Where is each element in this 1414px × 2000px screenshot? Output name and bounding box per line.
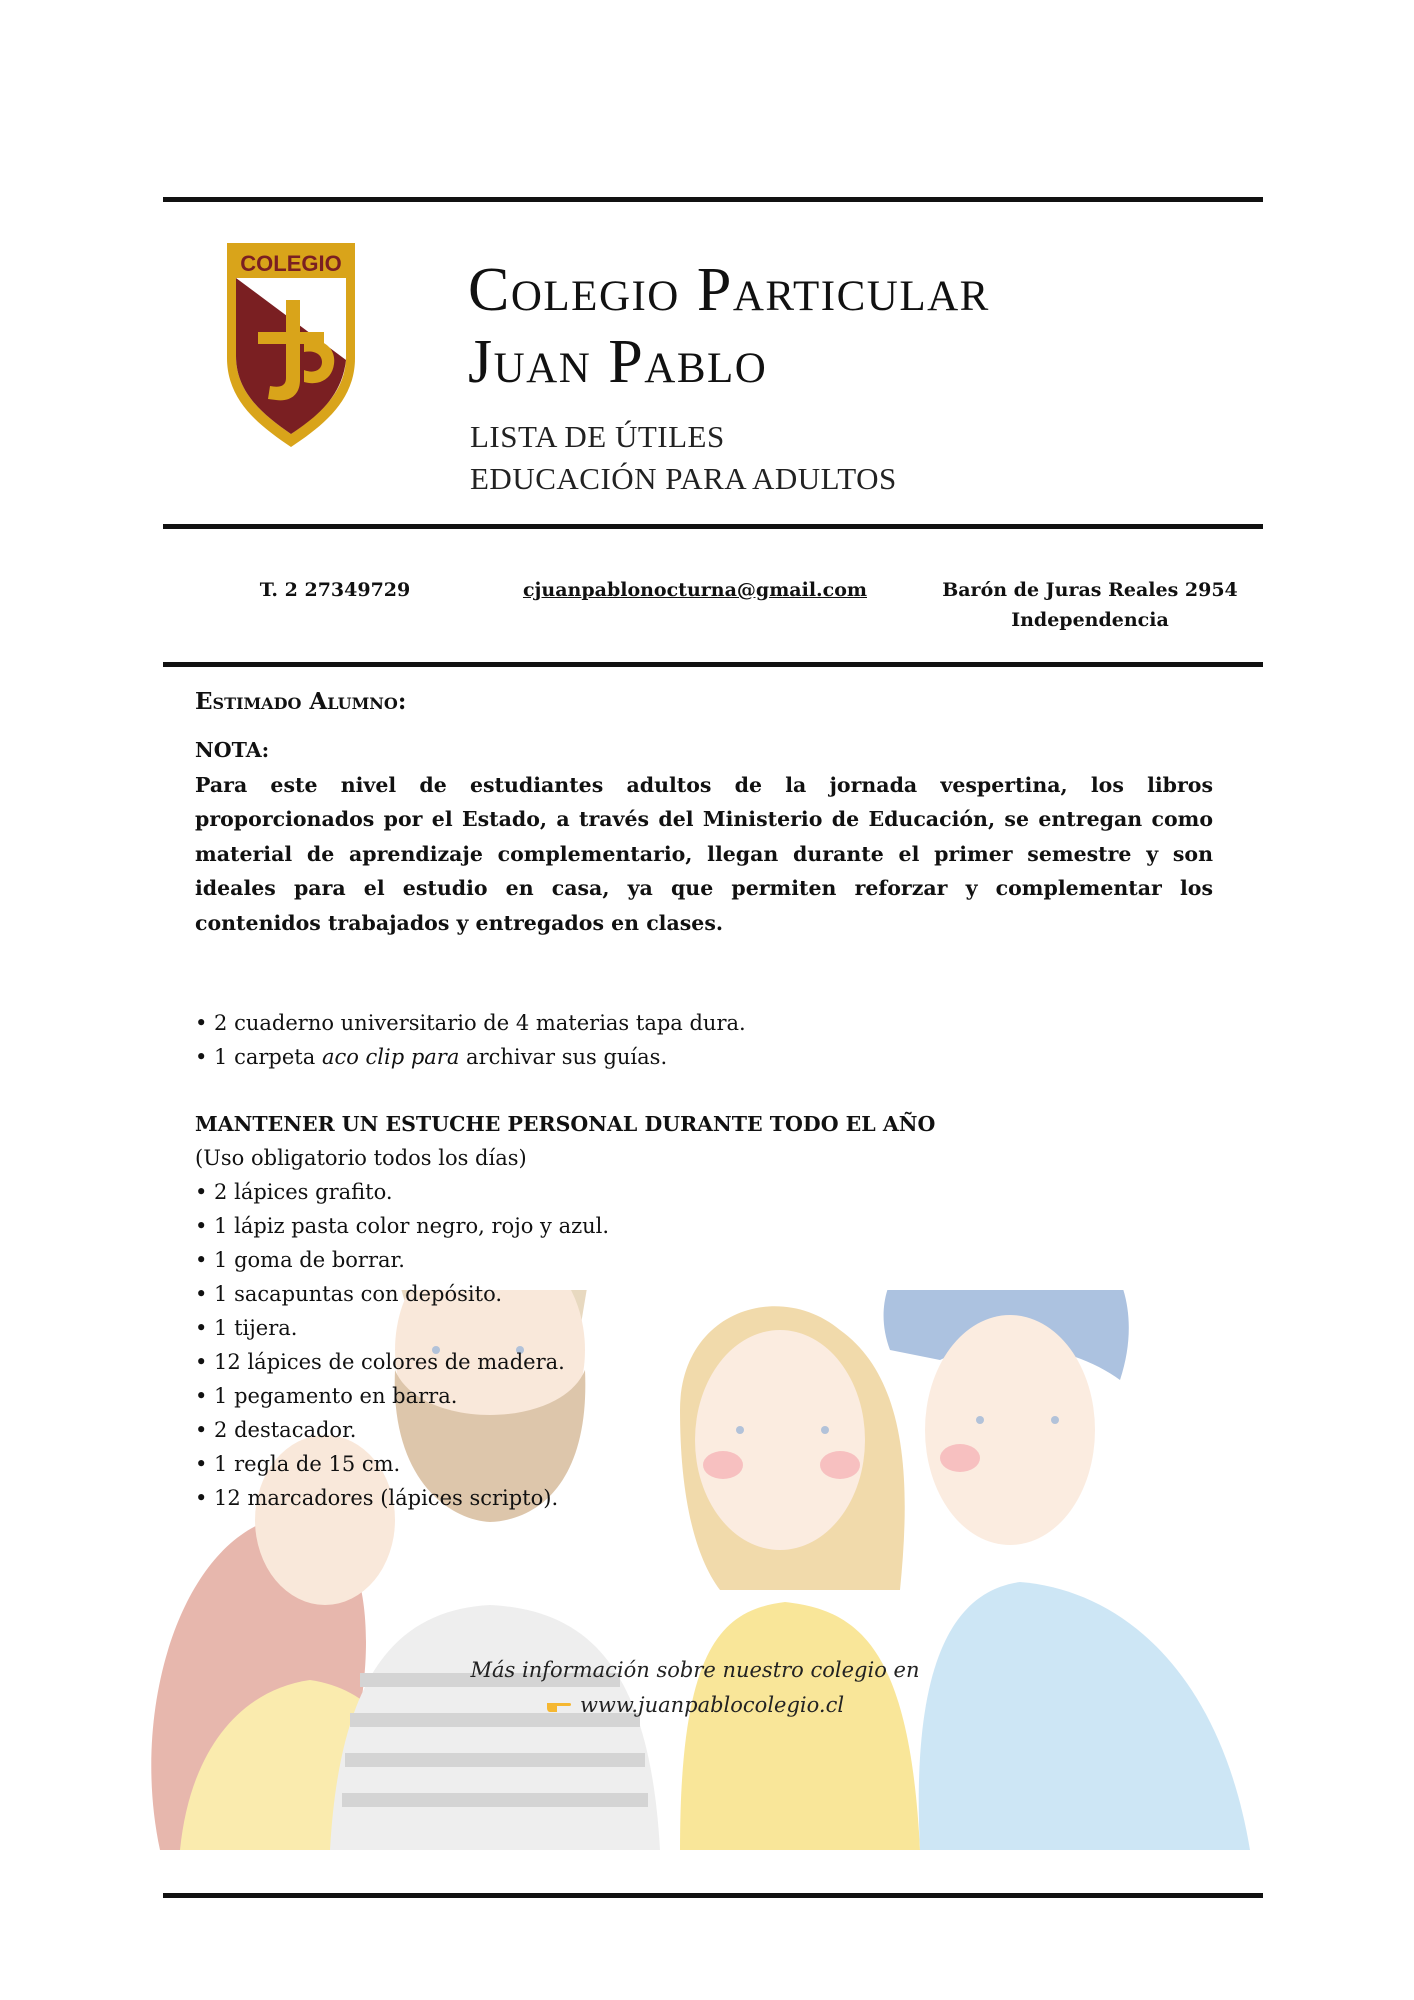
title-line-2: Juan Pablo <box>468 328 768 396</box>
email-link[interactable]: cjuanpablonocturna@gmail.com <box>522 579 868 601</box>
list-item: • 1 lápiz pasta color negro, rojo y azul. <box>195 1214 610 1238</box>
address-line-2: Independencia <box>1011 609 1169 631</box>
footer-text: Más información sobre nuestro colegio en <box>470 1658 920 1682</box>
address-line-1: Barón de Juras Reales 2954 <box>942 579 1238 601</box>
logo-text: COLEGIO <box>240 251 342 276</box>
list-item: • 1 tijera. <box>195 1316 298 1340</box>
note-label: NOTA: <box>195 738 270 762</box>
materials-list <box>195 1006 1213 1074</box>
title-line-1: Colegio Particular <box>468 256 990 324</box>
list-item: • 12 marcadores (lápices scripto). <box>195 1486 559 1510</box>
subtitle-line-1: LISTA DE ÚTILES <box>470 419 725 454</box>
list-item-text: archivar sus guías. <box>459 1045 668 1069</box>
contact-divider <box>163 662 1263 667</box>
address <box>920 575 1260 635</box>
website-link[interactable]: www.juanpablocolegio.cl <box>579 1693 845 1717</box>
greeting: Estimado Alumno: <box>195 688 407 715</box>
pencil-case-heading: MANTENER UN ESTUCHE PERSONAL DURANTE TODO EL AÑO <box>195 1112 936 1136</box>
note-text: Para este nivel de estudiantes adultos de la jornada vespertina, los libros proporcionados por el Estado, a través del Ministerio de Educación, se entregan como material de aprendizaje complementario, llegan durante el primer semestre y son ideales para el estudio en casa, ya que permiten reforzar y complementar los contenidos trabajados y entregados en clases. <box>195 772 1213 935</box>
phone-number: T. 2 27349729 <box>259 579 411 601</box>
list-item: • 12 lápices de colores de madera. <box>195 1350 565 1374</box>
school-title <box>468 254 990 398</box>
note-block <box>195 733 1213 940</box>
list-item-text: • 1 carpeta <box>195 1045 322 1069</box>
school-crest-logo <box>224 240 358 450</box>
website-line <box>400 1688 990 1723</box>
header-divider <box>163 524 1263 529</box>
list-item: • 1 regla de 15 cm. <box>195 1452 401 1476</box>
subtitle-line-2: EDUCACIÓN PARA ADULTOS <box>470 461 897 496</box>
pencil-case-subheading: (Uso obligatorio todos los días) <box>195 1146 527 1170</box>
footer-info <box>400 1653 990 1723</box>
list-item: • 1 goma de borrar. <box>195 1248 405 1272</box>
top-rule <box>163 197 1263 202</box>
pointing-hand-icon <box>546 1696 572 1714</box>
bottom-rule <box>163 1893 1263 1898</box>
list-item: • 2 cuaderno universitario de 4 materias tapa dura. <box>195 1011 746 1035</box>
list-item: • 2 lápices grafito. <box>195 1180 393 1204</box>
pencil-case-list <box>195 1107 1213 1515</box>
list-item-emphasis: aco clip para <box>321 1045 460 1069</box>
list-item <box>195 1040 1213 1074</box>
list-item: • 2 destacador. <box>195 1418 357 1442</box>
document-subtitle <box>470 416 897 500</box>
list-item: • 1 sacapuntas con depósito. <box>195 1282 503 1306</box>
list-item: • 1 pegamento en barra. <box>195 1384 458 1408</box>
